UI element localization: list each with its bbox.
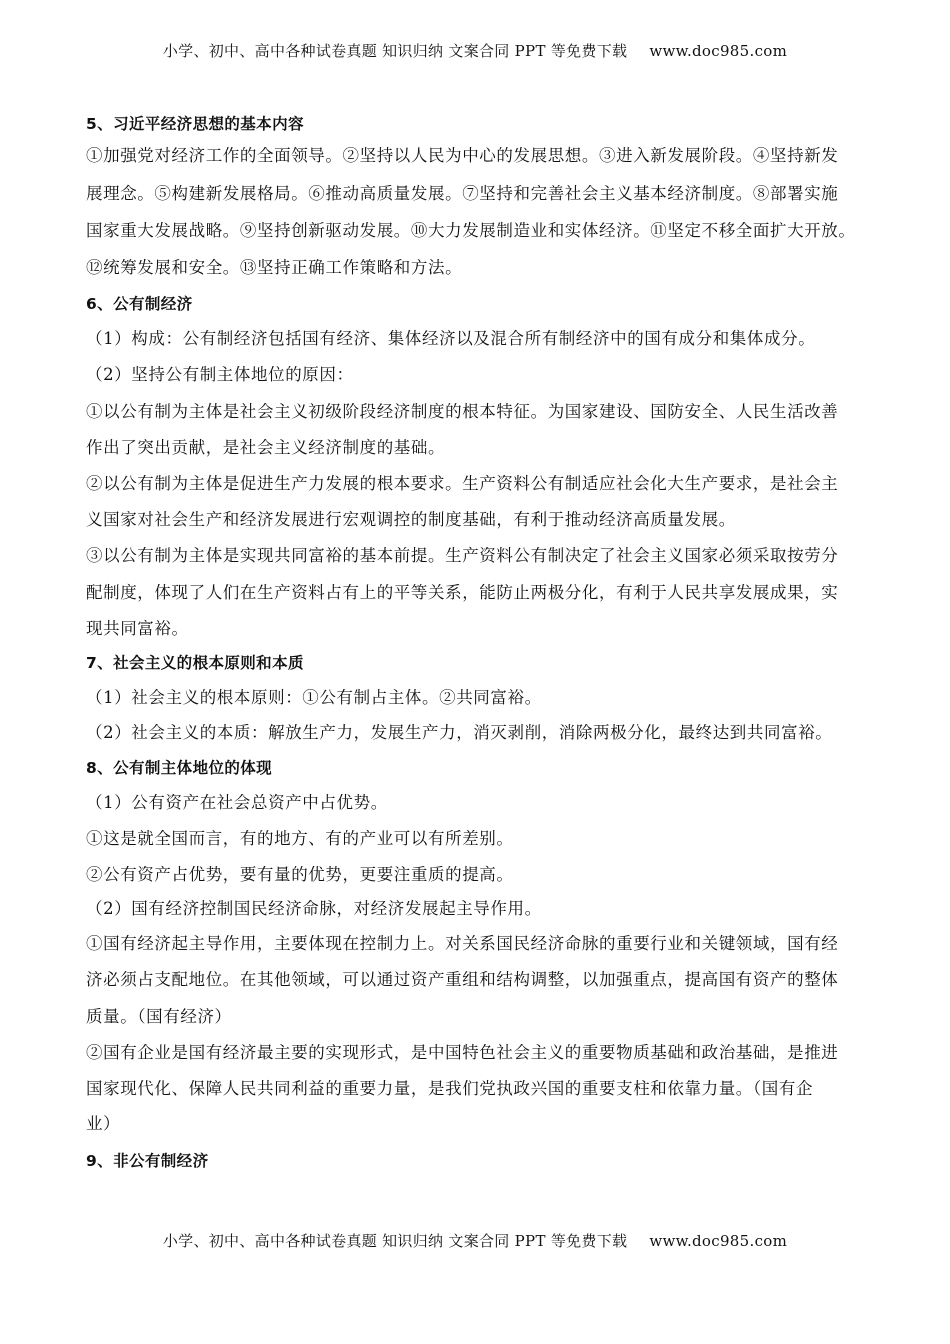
section-heading: 9、非公有制经济 [86, 1152, 209, 1170]
header-url: www.doc985.com [649, 42, 788, 60]
section-heading: 8、公有制主体地位的体现 [86, 759, 273, 777]
body-line: ①加强党对经济工作的全面领导。②坚持以人民为中心的发展思想。③进入新发展阶段。④坚持新发 [86, 146, 839, 165]
body-line: （1）构成：公有制经济包括国有经济、集体经济以及混合所有制经济中的国有成分和集体成分。 [86, 329, 816, 348]
body-line: ②以公有制为主体是促进生产力发展的根本要求。生产资料公有制适应社会化大生产要求，是社会主 [86, 474, 839, 493]
body-line: ②公有资产占优势，要有量的优势，更要注重质的提高。 [86, 865, 514, 884]
section-heading: 7、社会主义的根本原则和本质 [86, 654, 304, 672]
header-text: 小学、初中、高中各种试卷真题 知识归纳 文案合同 PPT 等免费下载 [162, 42, 628, 60]
body-line: （1）公有资产在社会总资产中占优势。 [86, 793, 388, 812]
body-line: ①这是就全国而言，有的地方、有的产业可以有所差别。 [86, 829, 514, 848]
section-heading: 5、习近平经济思想的基本内容 [86, 115, 304, 133]
body-line: ①以公有制为主体是社会主义初级阶段经济制度的根本特征。为国家建设、国防安全、人民生活改善 [86, 402, 839, 421]
body-line: ①国有经济起主导作用，主要体现在控制力上。对关系国民经济命脉的重要行业和关键领域，国有经 [86, 934, 839, 953]
page-footer [0, 1230, 950, 1251]
body-line: （1）社会主义的根本原则：①公有制占主体。②共同富裕。 [86, 688, 542, 707]
footer-url: www.doc985.com [649, 1232, 788, 1250]
body-line: 作出了突出贡献，是社会主义经济制度的基础。 [86, 438, 446, 457]
body-line: 济必须占支配地位。在其他领域，可以通过资产重组和结构调整，以加强重点，提高国有资产的整体 [86, 970, 839, 989]
footer-text: 小学、初中、高中各种试卷真题 知识归纳 文案合同 PPT 等免费下载 [162, 1232, 628, 1250]
page-header [0, 40, 950, 61]
body-line: 现共同富裕。 [86, 619, 189, 638]
section-heading: 6、公有制经济 [86, 295, 193, 313]
body-line: ②国有企业是国有经济最主要的实现形式，是中国特色社会主义的重要物质基础和政治基础，是推进 [86, 1043, 839, 1062]
body-line: ③以公有制为主体是实现共同富裕的基本前提。生产资料公有制决定了社会主义国家必须采取按劳分 [86, 546, 839, 565]
body-line: 业） [86, 1114, 121, 1133]
body-line: （2）坚持公有制主体地位的原因： [86, 365, 354, 384]
body-line: （2）社会主义的本质：解放生产力，发展生产力，消灭剥削，消除两极分化，最终达到共同富裕。 [86, 723, 833, 742]
body-line: 义国家对社会生产和经济发展进行宏观调控的制度基础，有利于推动经济高质量发展。 [86, 510, 736, 529]
body-line: 配制度，体现了人们在生产资料占有上的平等关系，能防止两极分化，有利于人民共享发展成果，实 [86, 583, 839, 602]
body-line: 国家重大发展战略。⑨坚持创新驱动发展。⑩大力发展制造业和实体经济。⑪坚定不移全面扩大开放。 [86, 221, 856, 240]
body-line: （2）国有经济控制国民经济命脉，对经济发展起主导作用。 [86, 899, 542, 918]
body-line: 质量。（国有经济） [86, 1007, 232, 1026]
body-line: 展理念。⑤构建新发展格局。⑥推动高质量发展。⑦坚持和完善社会主义基本经济制度。⑧部署实施 [86, 184, 839, 203]
body-line: 国家现代化、保障人民共同利益的重要力量，是我们党执政兴国的重要支柱和依靠力量。（国有企 [86, 1079, 814, 1098]
body-line: ⑫统筹发展和安全。⑬坚持正确工作策略和方法。 [86, 258, 463, 277]
